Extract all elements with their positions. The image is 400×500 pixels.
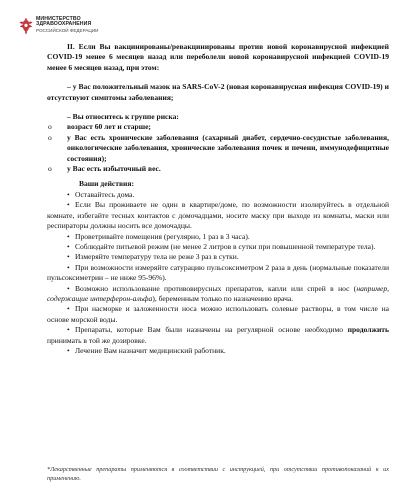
- risk-item: [47, 133, 389, 164]
- action-item: [47, 232, 389, 242]
- ministry-line-2: ЗДРАВООХРАНЕНИЯ: [36, 21, 92, 28]
- risk-item: [47, 164, 389, 174]
- risk-item-marker: o: [48, 132, 52, 142]
- risk-item-text: у Вас есть избыточный вес.: [67, 164, 161, 174]
- action-text: Измеряйте температуру тела не реже 3 раз в сутки.: [75, 252, 239, 262]
- bullet-icon: [67, 346, 75, 356]
- risk-item-text: у Вас есть хронические заболевания (сахарный диабет, сердечно-сосудистые заболевания, онкологические заболевания, хронические заболевания почек и печени, иммунодефицитные состояния);: [67, 132, 389, 163]
- action-text-italic: например, содержащие интерферон-альфа: [47, 283, 389, 303]
- ministry-line-3: РОССИЙСКОЙ ФЕДЕРАЦИИ: [36, 27, 99, 33]
- action-item: [47, 263, 389, 284]
- bullet-icon: [67, 284, 75, 294]
- ministry-name: [36, 17, 98, 33]
- action-item: [47, 325, 389, 346]
- bullet-icon: [67, 242, 75, 252]
- condition-risk-group: – Вы относитесь к группе риска:: [67, 112, 179, 122]
- footnote: *Лекарственные препараты применяются в соответствии с инструкцией, при отсутствии противопоказаний к их применению.: [47, 466, 389, 482]
- document-body: [47, 42, 389, 356]
- action-text: Если Вы проживаете не один в квартире/доме, по возможности изолируйтесь в отдельной комнате, избегайте тесных контактов с домочадцами, носите маску при выходе из комнаты, маски или респираторы должны носить все домочадцы.: [47, 200, 389, 231]
- action-text-after: ), беременным только по назначению врача.: [152, 293, 294, 303]
- russian-eagle-emblem-icon: [19, 17, 33, 34]
- action-item: [47, 346, 389, 356]
- action-item: [47, 190, 389, 200]
- bullet-icon: [67, 263, 75, 273]
- risk-item-marker: o: [48, 164, 52, 174]
- section-intro: II. Если Вы вакцинированы/ревакцинированы против новой коронавирусной инфекцией COVID-19 менее 6 месяцев назад или переболели новой коронавирусной инфекцией COVID-19 менее 6 месяцев назад, при этом:: [47, 42, 389, 72]
- bullet-icon: [67, 304, 75, 314]
- bullet-icon: [67, 200, 75, 210]
- action-text: При возможности измеряйте сатурацию пульсоксиметром 2 раза в день (нормальные показатели пульсоксиметрии – не ниже 95-96%).: [47, 262, 389, 283]
- condition-positive-swab: – у Вас положительный мазок на SARS-CoV-2 (новая коронавирусная инфекция COVID-19) и отсутствуют симптомы заболевания;: [47, 82, 389, 102]
- action-text-before: Возможно использование противовирусных препаратов, капли или спрей в нос (: [75, 283, 357, 293]
- action-item: [47, 200, 389, 231]
- risk-item: [47, 122, 389, 132]
- action-text: При насморке и заложенности носа можно использовать солевые растворы, в том числе на основе морской воды.: [47, 304, 389, 324]
- action-text-after: принимать в той же дозировке.: [47, 335, 147, 345]
- actions-title: Ваши действия:: [79, 179, 135, 189]
- action-text-before: Препараты, которые Вам были назначены на регулярной основе необходимо: [75, 325, 348, 335]
- action-item: [47, 242, 389, 252]
- action-text: Соблюдайте питьевой режим (не менее 2 литров в сутки при повышенной температуре тела).: [75, 241, 376, 251]
- action-item: [47, 252, 389, 262]
- bullet-icon: [67, 325, 75, 335]
- action-text: Оставайтесь дома.: [75, 189, 135, 199]
- action-text-bold: продолжить: [347, 325, 389, 335]
- bullet-icon: [67, 232, 75, 242]
- bullet-icon: [67, 190, 75, 200]
- action-item: [47, 304, 389, 325]
- action-text: Лечение Вам назначит медицинский работник.: [75, 345, 226, 355]
- action-item: [47, 284, 389, 305]
- risk-item-marker: o: [48, 122, 52, 132]
- bullet-icon: [67, 252, 75, 262]
- action-text: Проветривайте помещения (регулярно, 1 раз в 3 часа).: [75, 231, 250, 241]
- ministry-line-1: МИНИСТЕРСТВО: [36, 16, 81, 22]
- risk-item-text: возраст 60 лет и старше;: [67, 122, 151, 132]
